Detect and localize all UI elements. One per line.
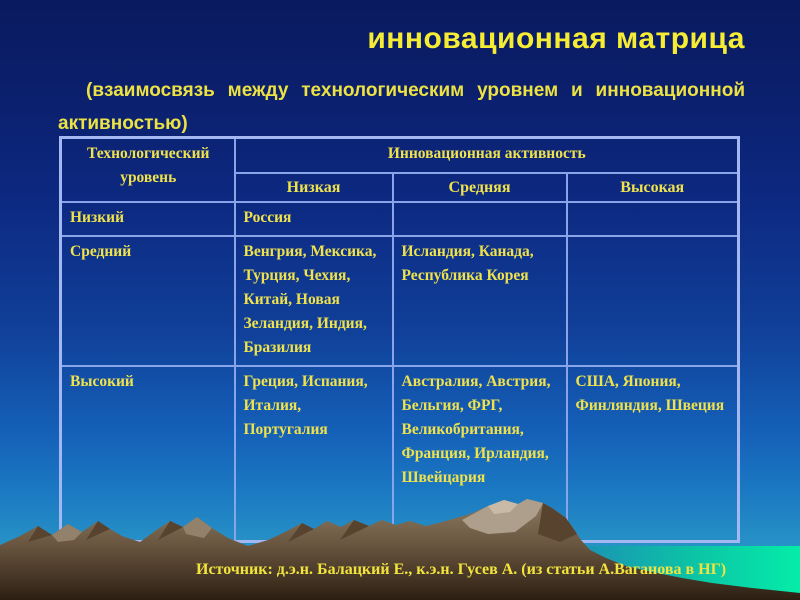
row-header-low: Низкий [61, 202, 235, 236]
slide-subtitle: (взаимосвязь между технологическим уровнем и инновационной активностью) [58, 80, 745, 134]
table-cell: Венгрия, Мексика, Турция, Чехия, Китай, Новая Зеландия, Индия, Бразилия [235, 236, 393, 366]
column-header-high: Высокая [567, 173, 739, 202]
row-header-high: Высокий [61, 366, 235, 542]
table-corner-header: Технологический уровень [61, 138, 235, 203]
table-cell: Россия [235, 202, 393, 236]
table-column-group-header: Инновационная активность [235, 138, 739, 174]
column-header-low: Низкая [235, 173, 393, 202]
table-cell: Австралия, Австрия, Бельгия, ФРГ, Великобритания, Франция, Ирландия, Швейцария [393, 366, 567, 542]
table-row [61, 236, 739, 366]
page-title: инновационная матрица [367, 22, 745, 55]
table-row [61, 202, 739, 236]
source-note: Источник: д.э.н. Балацкий Е., к.э.н. Гусев А. (из статьи А.Ваганова в НГ) [196, 561, 727, 578]
row-header-medium: Средний [61, 236, 235, 366]
table-cell: Греция, Испания, Италия, Португалия [235, 366, 393, 542]
table-cell [567, 236, 739, 366]
column-header-medium: Средняя [393, 173, 567, 202]
innovation-matrix-table [59, 136, 740, 543]
table-cell: Исландия, Канада, Республика Корея [393, 236, 567, 366]
mountain-landscape-graphic [0, 490, 800, 600]
table-cell [567, 202, 739, 236]
table-cell: США, Япония, Финляндия, Швеция [567, 366, 739, 542]
table-cell [393, 202, 567, 236]
